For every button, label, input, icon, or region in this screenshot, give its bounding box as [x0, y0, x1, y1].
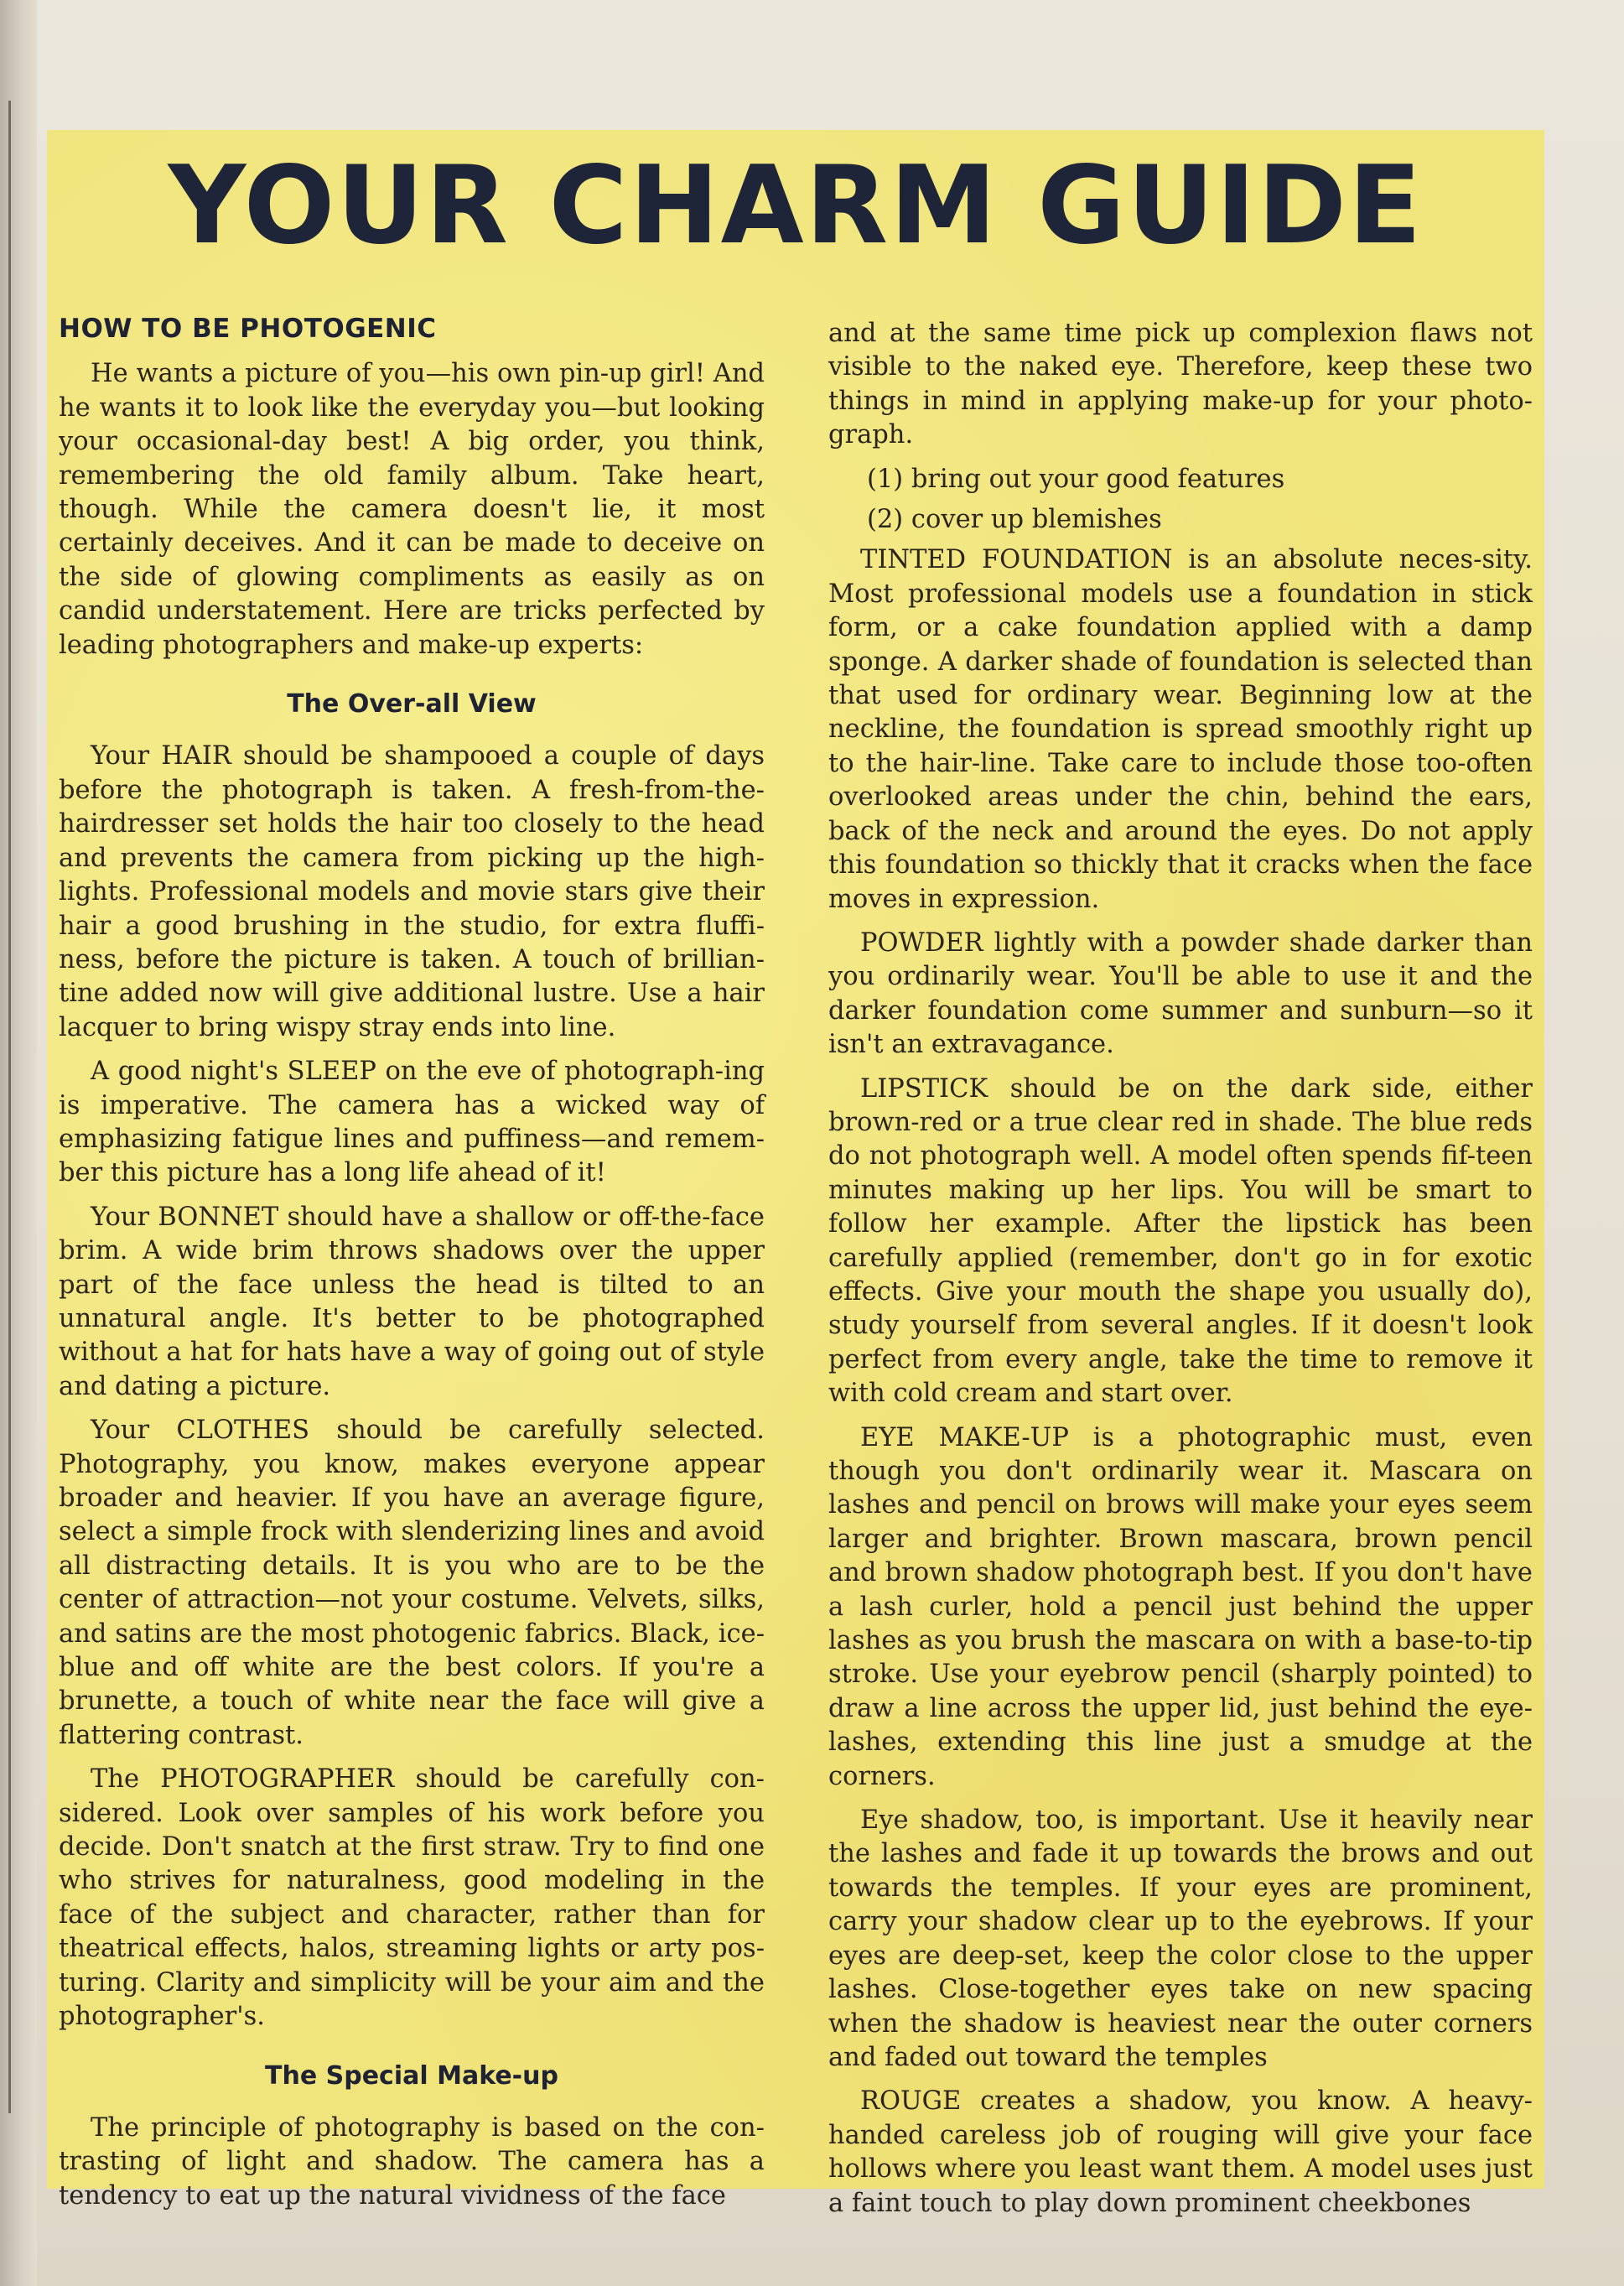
principle-paragraph: The principle of photography is based on the con-trasting of light and shadow. The camera has a tendency to eat up the natural vividness of the face: [59, 2112, 765, 2211]
hair-paragraph: Your HAIR should be shampooed a couple of days before the photograph is taken. A fresh-from-the-hairdresser set holds the hair too closely to the head and prevents the camera from picking up the high-lights. Professional models and movie stars give their hair a good brushing in the studio, for extra fluffi-ness, before the picture is taken. A touch of brillian-tine added now will give additional lustre. Use a hair lacquer to bring wispy stray ends into line.: [59, 741, 765, 1042]
photographer-paragraph: The PHOTOGRAPHER should be carefully con-sidered. Look over samples of his work before you decide. Don't snatch at the first straw. Try to find one who strives for naturalness, good modeling in the face of the subject and character, rather than for theatrical effects, halos, streaming lights or arty pos-turing. Clarity and simplicity will be your aim and the photographer's.: [59, 1764, 765, 2032]
binding-spine: [0, 0, 37, 2286]
list-item: (1) bring out your good features: [867, 464, 1285, 494]
continuation-paragraph: and at the same time pick up complexion flaws not visible to the naked eye. Therefore, keep these two things in mind in applying make-up for your photo-graph.: [828, 319, 1533, 450]
section-heading: HOW TO BE PHOTOGENIC: [59, 314, 437, 344]
rouge-paragraph: ROUGE creates a shadow, you know. A heavy-handed careless job of rouging will give your face hollows where you least want them. A model uses just a faint touch to play down prominent cheekbones: [828, 2086, 1533, 2218]
subheading-special-makeup: The Special Make-up: [265, 2060, 558, 2091]
lipstick-paragraph: LIPSTICK should be on the dark side, either brown-red or a true clear red in shade. The blue reds do not photograph well. A model often spends fif-teen minutes making up her lips. You will be smart to follow her example. After the lipstick has been carefully applied (remember, don't go in for exotic effects. Give your mouth the shape you usually do), study yourself from several angles. If it doesn't look perfect from every angle, take the time to remove it with cold cream and start over.: [828, 1073, 1533, 1409]
foundation-paragraph: TINTED FOUNDATION is an absolute neces-sity. Most professional models use a foundation in stick form, or a cake foundation applied with a damp sponge. A darker shade of foundation is selected than that used for ordinary wear. Beginning low at the neckline, the foundation is spread smoothly right up to the hair-line. Take care to include those too-often overlooked areas under the chin, behind the ears, back of the neck and around the eyes. Do not apply this foundation so thickly that it cracks when the face moves in expression.: [828, 545, 1533, 914]
bonnet-paragraph: Your BONNET should have a shallow or off-the-face brim. A wide brim throws shadows over the upper part of the face unless the head is tilted to an unnatural angle. It's better to be photographed without a hat for hats have a way of going out of style and dating a picture.: [59, 1202, 765, 1401]
subheading-overall-view: The Over-all View: [287, 689, 537, 720]
powder-paragraph: POWDER lightly with a powder shade darker than you ordinarily wear. You'll be able to use it and the darker foundation come summer and sunburn—so it isn't an extravagance.: [828, 927, 1533, 1060]
spine-edge-line: [8, 101, 11, 2113]
intro-paragraph: He wants a picture of you—his own pin-up girl! And he wants it to look like the everyday you—but looking your occasional-day best! A big order, you think, remembering the old family album. Take heart, though. While the camera doesn't lie, it most certainly deceives. And it can be made to deceive on the side of glowing compliments as easily as on candid understatement. Here are tricks perfected by leading photographers and make-up experts:: [59, 359, 765, 660]
list-item: (2) cover up blemishes: [867, 505, 1162, 535]
clothes-paragraph: Your CLOTHES should be carefully selected. Photography, you know, makes everyone appear broader and heavier. If you have an average figure, select a simple frock with slenderizing lines and avoid all distracting details. It is you who are to be the center of attraction—not your costume. Velvets, silks, and satins are the most photogenic fabrics. Black, ice-blue and off white are the best colors. If you're a brunette, a touch of white near the face will give a flattering contrast.: [59, 1416, 765, 1750]
eye-shadow-paragraph: Eye shadow, too, is important. Use it heavily near the lashes and fade it up towards the brows and out towards the temples. If your eyes are prominent, carry your shadow clear up to the eyebrows. If your eyes are deep-set, keep the color close to the upper lashes. Close-together eyes take on new spacing when the shadow is heaviest near the outer corners and faded out toward the temples: [828, 1805, 1533, 2072]
page-title: YOUR CHARM GUIDE: [168, 143, 1424, 268]
sleep-paragraph: A good night's SLEEP on the eve of photograph-ing is imperative. The camera has a wicked way of emphasizing fatigue lines and puffiness—and remem-ber this picture has a long life ahead of it!: [59, 1057, 765, 1188]
right-column: [828, 317, 1533, 2231]
left-column: [59, 312, 765, 2223]
eye-makeup-paragraph: EYE MAKE-UP is a photographic must, even though you don't ordinarily wear it. Mascara on lashes and pencil on brows will make your eyes seem larger and brighter. Brown mascara, brown pencil and brown shadow photograph best. If you don't have a lash curler, hold a pencil just behind the upper lashes as you brush the mascara on with a base-to-tip stroke. Use your eyebrow pencil (sharply pointed) to draw a line across the upper lid, just behind the eye-lashes, extending this line just a smudge at the corners.: [828, 1422, 1533, 1791]
